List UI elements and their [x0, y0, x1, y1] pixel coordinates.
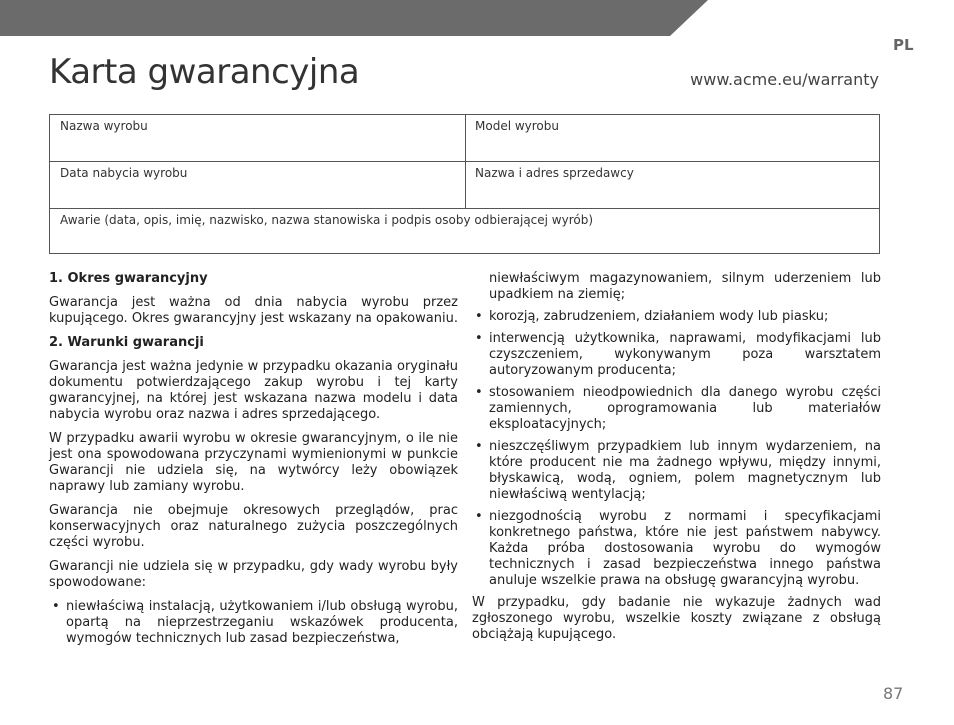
page-number: 87 — [883, 684, 904, 703]
paragraph: Gwarancji nie udziela się w przypadku, gdy wady wyrobu były spowodowane: — [49, 559, 458, 590]
bullet-icon: • — [52, 599, 60, 614]
exclusions-list — [49, 599, 458, 647]
exclusions-list — [472, 309, 881, 589]
bullet-icon: • — [475, 439, 483, 454]
warranty-url: www.acme.eu/warranty — [690, 70, 879, 89]
left-column — [49, 271, 458, 653]
page-title: Karta gwarancyjna — [49, 52, 360, 92]
paragraph: W przypadku, gdy badanie nie wykazuje żadnych wad zgłoszonego wyrobu, wszelkie koszty związane z obsługą obciążają kupującego. — [472, 595, 881, 642]
paragraph: W przypadku awarii wyrobu w okresie gwarancyjnym, o ile nie jest ona spowodowana przyczynami wymienionymi w punkcie Gwarancji nie udziela się, na wytwórcy leży obowiązek naprawy lub zamiany wyrobu. — [49, 431, 458, 494]
list-item-continuation: niewłaściwym magazynowaniem, silnym uderzeniem lub upadkiem na ziemię; — [489, 271, 881, 302]
paragraph: Gwarancja nie obejmuje okresowych przeglądów, prac konserwacyjnych oraz naturalnego zużycia poszczególnych części wyrobu. — [49, 503, 458, 550]
header-decoration-bar — [0, 0, 954, 36]
list-item: • niezgodnością wyrobu z normami i specyfikacjami konkretnego państwa, które nie jest państwem nabywcy. Każda próba dostosowania wyrobu do wymogów technicznych i zasad bezpieczeństwa innego państwa anuluje wszelkie prawa na obsługę gwarancyjną wyrobu. — [475, 509, 881, 588]
list-item: • stosowaniem nieodpowiednich dla danego wyrobu części zamiennych, oprogramowania lub materiałów eksploatacyjnych; — [475, 385, 881, 432]
bullet-icon: • — [475, 309, 483, 324]
list-item: • korozją, zabrudzeniem, działaniem wody lub piasku; — [475, 309, 829, 324]
right-column — [472, 271, 881, 651]
bullet-icon: • — [475, 331, 483, 346]
purchase-date-field[interactable]: Data nabycia wyrobu — [60, 166, 188, 180]
list-item: • nieszczęśliwym przypadkiem lub innym wydarzeniem, na które producent nie ma żadnego wpływu, między innymi, błyskawicą, wodą, ogniem, polem magnetycznym lub niewłaściwą wentylacją; — [475, 439, 881, 502]
warranty-form-table — [49, 114, 880, 254]
list-item: • niewłaściwą instalacją, użytkowaniem i/lub obsługą wyrobu, opartą na nieprzestrzeganiu wskazówek producenta, wymogów technicznych lub zasad bezpieczeństwa, — [52, 599, 458, 646]
bullet-icon: • — [475, 385, 483, 400]
bullet-icon: • — [475, 509, 483, 524]
list-item: • interwencją użytkownika, naprawami, modyfikacjami lub czyszczeniem, wykonywanym poza warsztatem autoryzowanym producenta; — [475, 331, 881, 378]
failures-field[interactable]: Awarie (data, opis, imię, nazwisko, nazwa stanowiska i podpis osoby odbierającej wyrób) — [60, 213, 594, 227]
paragraph: Gwarancja jest ważna jedynie w przypadku okazania oryginału dokumentu potwierdzającego zakup wyrobu i tej karty gwarancyjnej, na której jest wskazana nazwa modelu i data nabycia wyrobu oraz nazwa i adres sprzedającego. — [49, 359, 458, 422]
seller-field[interactable]: Nazwa i adres sprzedawcy — [475, 166, 634, 180]
paragraph: Gwarancja jest ważna od dnia nabycia wyrobu przez kupującego. Okres gwarancyjny jest wskazany na opakowaniu. — [49, 295, 458, 326]
language-label: PL — [893, 36, 914, 54]
product-name-field[interactable]: Nazwa wyrobu — [60, 119, 148, 133]
section-heading-warranty-period: 1. Okres gwarancyjny — [49, 271, 208, 286]
model-field[interactable]: Model wyrobu — [475, 119, 559, 133]
section-heading-warranty-conditions: 2. Warunki gwarancji — [49, 335, 204, 350]
